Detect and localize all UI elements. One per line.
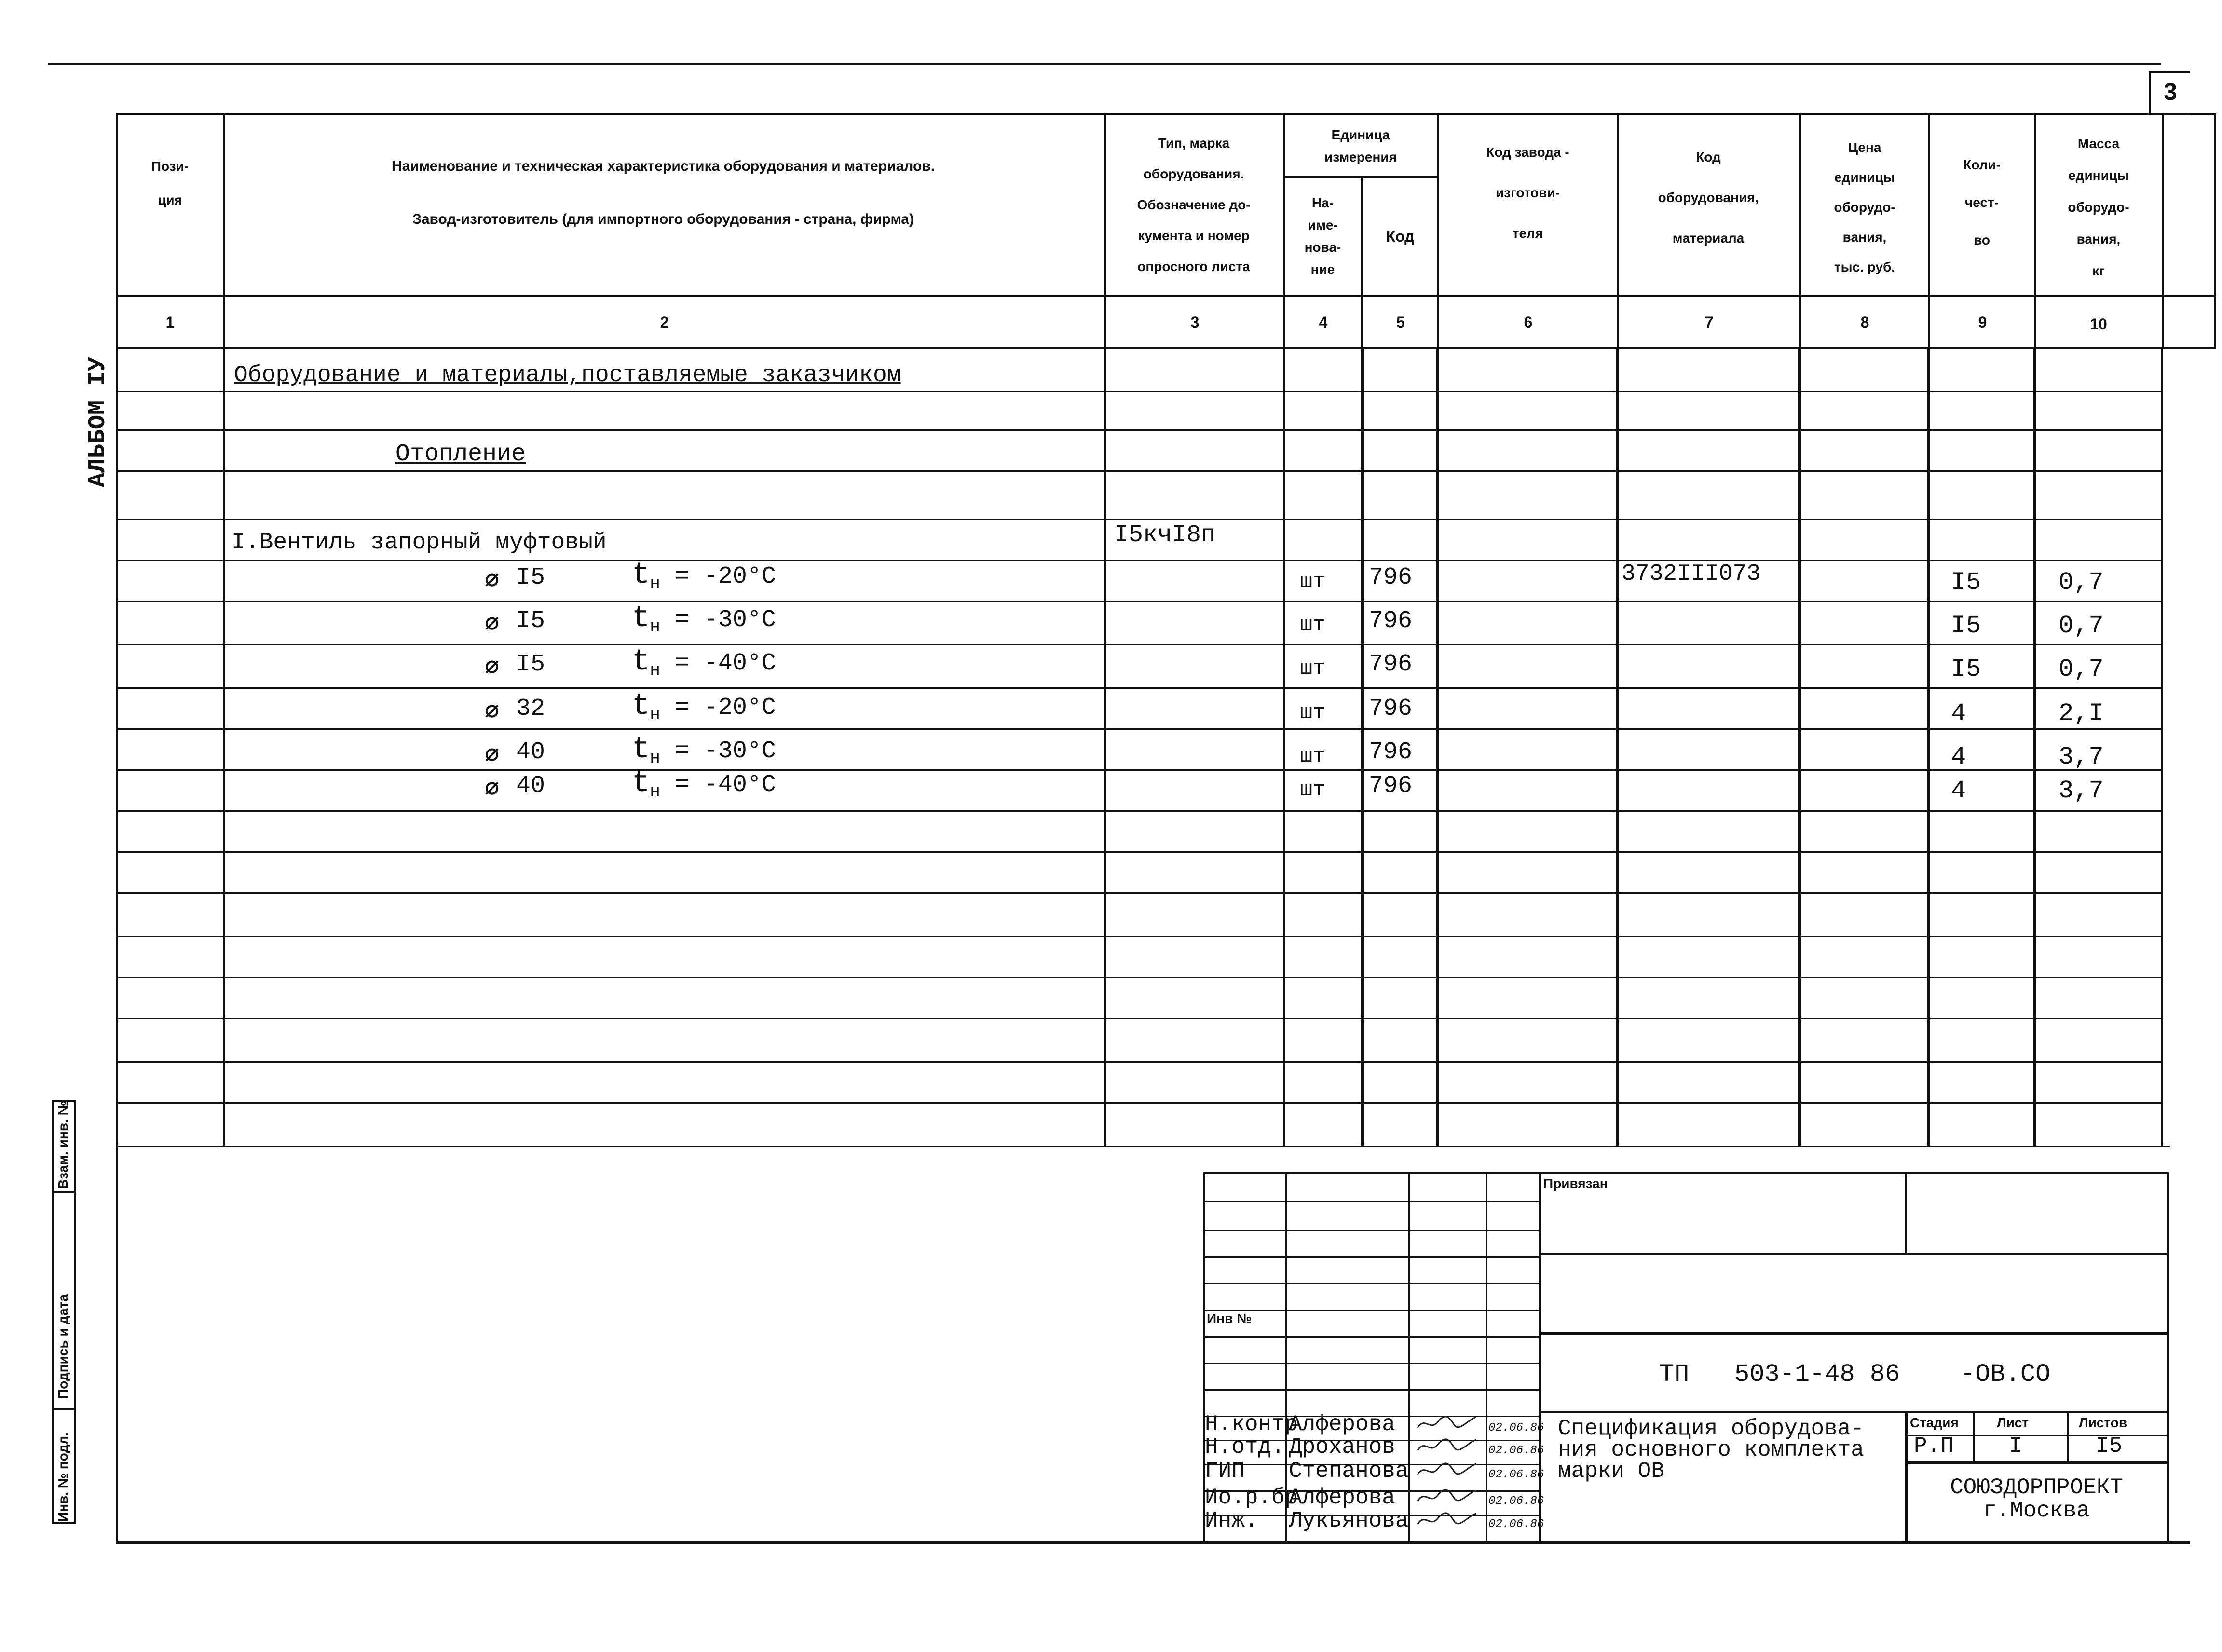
unit-name: шт [1300, 613, 1325, 637]
col-num-2: 2 [660, 314, 669, 331]
signature-role: Ио.р.бр [1205, 1485, 1298, 1510]
col-num-4: 4 [1319, 314, 1328, 331]
signature-date: 02.06.86 [1488, 1495, 1544, 1508]
temperature [632, 560, 776, 598]
diameter-symbol: ⌀ [485, 695, 500, 723]
header-position: Пози- ция [151, 159, 189, 207]
header-price: Цена единицы оборудо- вания, тыс. руб. [1834, 140, 1895, 274]
privyazan-label: Привязан [1543, 1176, 1608, 1191]
col-num-5: 5 [1396, 314, 1405, 331]
temperature-subscript: н [650, 573, 660, 593]
temperature-symbol: t [632, 558, 650, 592]
diameter-symbol: ⌀ [485, 772, 500, 800]
diameter-value: 40 [516, 772, 545, 800]
signature-name: Лукьянова [1289, 1508, 1409, 1533]
side-stamp-subinv-label: Инв. № подл. [55, 1432, 70, 1522]
signature-role: Н.контр [1205, 1412, 1298, 1437]
sheets-label: Листов [2079, 1415, 2127, 1430]
temperature [632, 766, 776, 806]
unit-mass: 3,7 [2058, 777, 2104, 805]
quantity: I5 [1951, 612, 1981, 640]
unit-mass: 3,7 [2058, 743, 2104, 771]
col-num-8: 8 [1860, 314, 1869, 331]
diameter-symbol: ⌀ [485, 607, 500, 635]
item-type: I5кчI8п [1114, 521, 1216, 549]
temperature-unit: °C [747, 771, 776, 799]
quantity: 4 [1951, 743, 1966, 771]
temperature-subscript: н [650, 705, 660, 724]
temperature-subscript: н [650, 748, 660, 768]
temperature-symbol: t [632, 766, 650, 800]
signature-name: Алферова [1289, 1412, 1395, 1437]
sheet-value: I [2009, 1434, 2022, 1459]
quantity: I5 [1951, 655, 1981, 683]
temperature-subscript: н [650, 782, 660, 802]
doc-description: Спецификация оборудова- ния основного комплекта марки ОВ [1558, 1416, 1864, 1484]
signature-mark [1416, 1460, 1478, 1485]
sheets-value: I5 [2096, 1434, 2123, 1459]
diameter-value: I5 [516, 651, 545, 678]
header-unit: Единица измерения [1324, 127, 1397, 164]
unit-name: шт [1300, 656, 1325, 681]
col-num-7: 7 [1704, 314, 1714, 331]
temperature-value: = -40 [660, 771, 747, 799]
temperature-unit: °C [747, 606, 776, 634]
unit-code: 796 [1369, 772, 1413, 800]
unit-code: 796 [1369, 695, 1413, 723]
col-num-10: 10 [2090, 315, 2107, 333]
temperature-subscript: н [650, 617, 660, 637]
signature-role: Н.отд. [1205, 1434, 1285, 1460]
diameter-value: 32 [516, 695, 545, 723]
temperature-value: = -30 [660, 737, 747, 765]
signature-mark [1416, 1413, 1478, 1438]
header-equip-code: Код оборудования, материала [1658, 150, 1759, 246]
diameter-value: I5 [516, 607, 545, 635]
signature-name: Дроханов [1289, 1434, 1395, 1460]
signature-role: Инж. [1205, 1508, 1258, 1533]
temperature-value: = -20 [660, 694, 747, 722]
quantity: 4 [1951, 777, 1966, 805]
subsection-title: Отопление [395, 440, 526, 468]
temperature-unit: °C [747, 737, 776, 765]
signature-date: 02.06.86 [1488, 1468, 1544, 1481]
unit-code: 796 [1369, 651, 1413, 678]
header-factory-code: Код завода - изготови- теля [1486, 145, 1569, 241]
unit-name: шт [1300, 744, 1325, 768]
temperature-subscript: н [650, 660, 660, 680]
header-qty: Коли- чест- во [1963, 157, 2001, 247]
side-stamp-inv-label: Взам. инв. № [55, 1100, 70, 1189]
header-unit-code: Код [1386, 228, 1415, 245]
temperature-symbol: t [632, 689, 650, 723]
stage-value: Р.П [1914, 1434, 1954, 1459]
temperature-symbol: t [632, 644, 650, 679]
signature-mark [1416, 1487, 1478, 1511]
unit-name: шт [1300, 570, 1325, 594]
temperature-value: = -20 [660, 563, 747, 590]
organization: СОЮЗДОРПРОЕКТ г.Москва [1950, 1475, 2123, 1523]
temperature [632, 689, 776, 729]
header-mass: Масса единицы оборудо- вания, кг [2068, 136, 2129, 278]
side-stamp-sign-label: Подпись и дата [55, 1294, 70, 1399]
section-title: Оборудование и материалы,поставляемые заказчиком [234, 362, 901, 388]
item-title: I.Вентиль запорный муфтовый [232, 530, 607, 556]
unit-code: 796 [1369, 738, 1413, 766]
temperature [632, 644, 776, 685]
unit-mass: 2,I [2058, 699, 2104, 728]
sheet-number: 3 [2164, 78, 2177, 105]
signature-date: 02.06.86 [1488, 1444, 1544, 1457]
diameter-value: I5 [516, 564, 545, 591]
temperature-unit: °C [747, 563, 776, 590]
temperature-unit: °C [747, 650, 776, 677]
quantity: I5 [1951, 568, 1981, 597]
signature-date: 02.06.86 [1488, 1421, 1544, 1434]
unit-code: 796 [1369, 564, 1413, 591]
col-num-3: 3 [1190, 314, 1200, 331]
sheet-label: Лист [1997, 1415, 2029, 1430]
doc-code: ТП 503-1-48 86 -ОВ.СО [1659, 1360, 2051, 1389]
inv-label: Инв № [1207, 1311, 1252, 1326]
col-num-9: 9 [1978, 314, 1987, 331]
temperature-value: = -30 [660, 606, 747, 634]
temperature-symbol: t [632, 601, 650, 635]
quantity: 4 [1951, 699, 1966, 728]
unit-mass: 0,7 [2058, 568, 2104, 597]
temperature-symbol: t [632, 732, 650, 766]
temperature [632, 601, 776, 642]
album-label: АЛЬБОМ IУ [84, 356, 112, 487]
signature-mark [1416, 1436, 1478, 1461]
unit-mass: 0,7 [2058, 612, 2104, 640]
diameter-symbol: ⌀ [485, 738, 500, 766]
signature-mark [1416, 1510, 1478, 1534]
unit-name: шт [1300, 778, 1325, 802]
diameter-symbol: ⌀ [485, 564, 500, 592]
signature-name: Степанова [1289, 1459, 1409, 1484]
header-unit-name: На- име- нова- ние [1304, 195, 1341, 277]
col-num-6: 6 [1524, 314, 1533, 331]
temperature [632, 732, 776, 773]
unit-name: шт [1300, 701, 1325, 725]
stage-label: Стадия [1910, 1415, 1959, 1430]
header-type: Тип, марка оборудования. Обозначение до- кумента и номер опросного листа [1137, 136, 1251, 274]
header-name: Наименование и техническая характеристика оборудования и материалов. Завод-изготовитель (для импортного оборудования - страна, фирма) [391, 158, 935, 227]
col-num-1: 1 [165, 314, 175, 331]
diameter-value: 40 [516, 738, 545, 766]
temperature-value: = -40 [660, 650, 747, 677]
unit-mass: 0,7 [2058, 655, 2104, 683]
signature-name: Алферова [1289, 1485, 1395, 1510]
diameter-symbol: ⌀ [485, 651, 500, 679]
unit-code: 796 [1369, 607, 1413, 635]
temperature-unit: °C [747, 694, 776, 722]
signature-role: ГИП [1205, 1459, 1245, 1484]
signature-date: 02.06.86 [1488, 1518, 1544, 1531]
equipment-code: 3732III073 [1622, 561, 1761, 587]
